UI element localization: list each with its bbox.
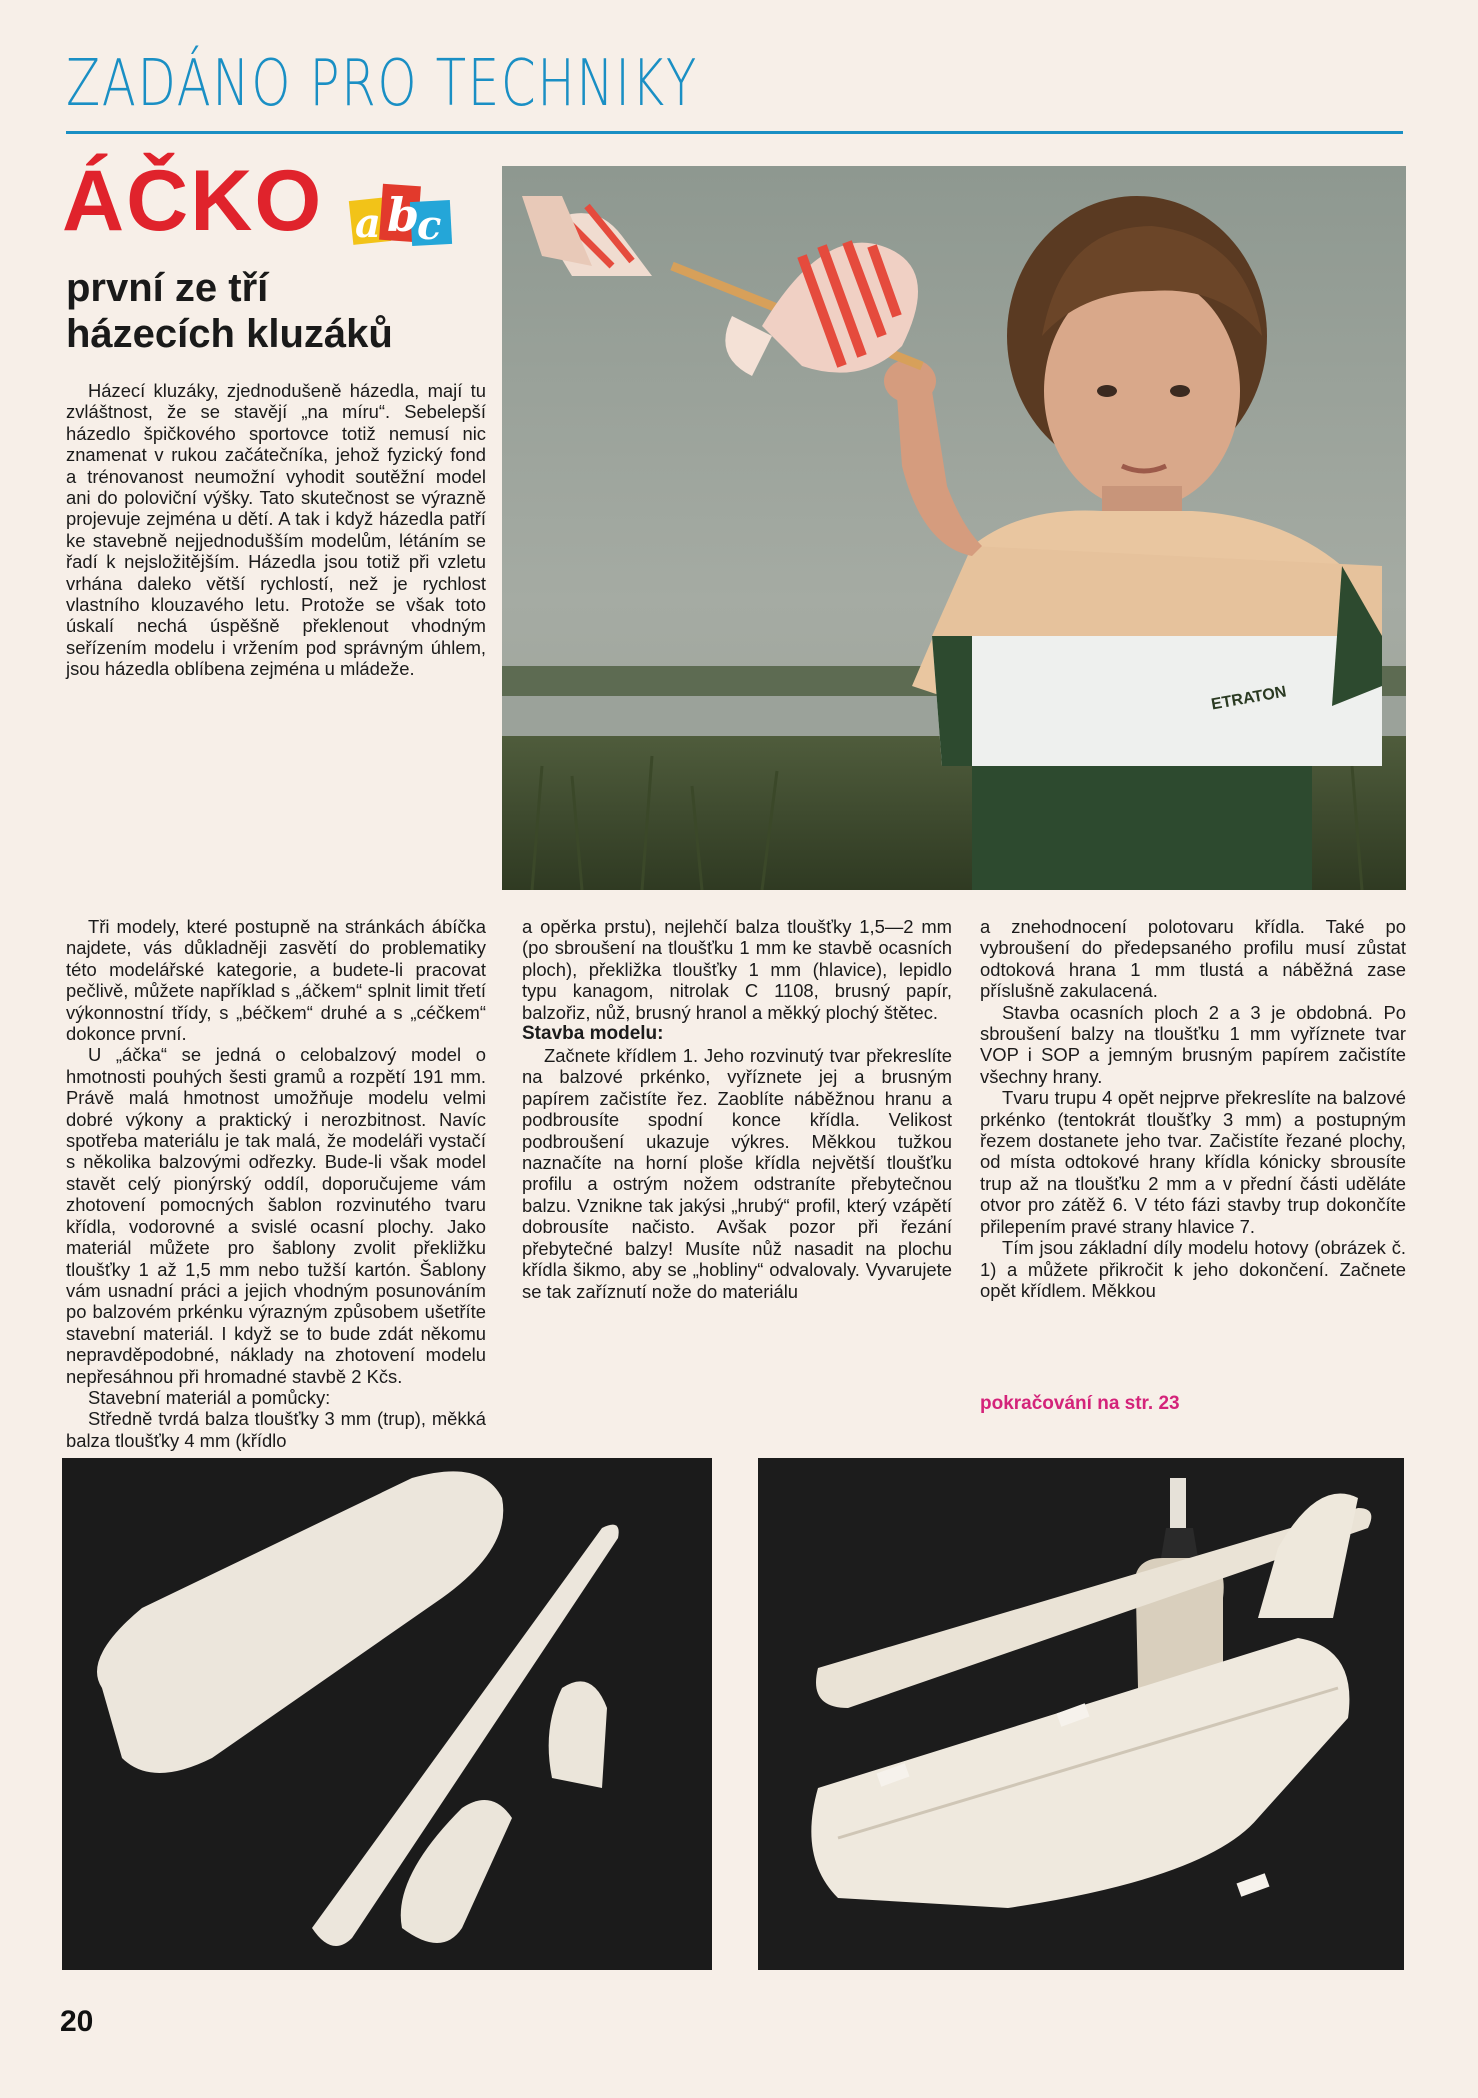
article-subtitle bbox=[66, 265, 486, 357]
title-rule bbox=[66, 131, 1403, 134]
column-1-lower bbox=[66, 916, 486, 1451]
section-heading: Stavba modelu: bbox=[522, 1023, 664, 1045]
abc-logo bbox=[347, 177, 457, 259]
subtitle-line-1: první ze tří bbox=[66, 266, 269, 310]
subtitle-line-2: házecích kluzáků bbox=[66, 312, 393, 356]
paragraph: a opěrka prstu), nejlehčí balza tloušťky 1,5—2 mm (po sbroušení na tloušťku 1 mm ke stavbě ocasních ploch), překližka tloušťky 1 mm (hlavice), lepidlo typu kanagom, nitrolak C 1108, brusný papír, balzořiz, nůž, brusný hranol a měkký plochý štětec. bbox=[522, 916, 952, 1023]
paragraph: Středně tvrdá balza tloušťky 3 mm (trup), měkká balza tloušťky 4 mm (křídlo bbox=[66, 1408, 486, 1451]
column-1-upper bbox=[66, 380, 486, 680]
paragraph: Začnete křídlem 1. Jeho rozvinutý tvar překreslíte na balzové prkénko, vyříznete jej a brusným papírem začistíte řez. Zaoblíte náběžnou hranu a podbrousíte spodní konce křídla. Velikost podbroušení ukazuje výkres. Měkkou tužkou naznačíte na horní ploše křídla největší tloušťku profilu a ostrým nožem odstraníte přebytečnou balzu. Vznikne tak jakýsi „hrubý“ profil, který vzápětí dobrousíte načisto. Avšak pozor při řezání přebytečné balzy! Musíte nůž nasadit na plochu křídla šikmo, aby se „hobliny“ odvalovaly. Vyvarujete se tak zaříznutí nože do materiálu bbox=[522, 1045, 952, 1302]
paragraph: Tím jsou základní díly modelu hotovy (obrázek č. 1) a můžete přikročit k jeho dokončení. Začnete opět křídlem. Měkkou bbox=[980, 1237, 1406, 1301]
paragraph: Stavba ocasních ploch 2 a 3 je obdobná. Po sbroušení balzy na tloušťku 1 mm vyříznete tvar VOP i SOP a jemným brusným papírem začistíte všechny hrany. bbox=[980, 1001, 1406, 1087]
boy-with-glider-photo bbox=[502, 166, 1406, 890]
svg-text:b: b bbox=[387, 188, 420, 242]
paragraph: Házecí kluzáky, zjednodušeně házedla, mají tu zvláštnost, že se stavějí „na míru“. Sebelepší házedlo špičkového sportovce totiž nemusí nic znamenat v rukou začátečníka, jehož fyzický fond a trénovanost neumožní vyhodit soutěžní model ani do poloviční výšky. Tato skutečnost se výrazně projevuje zejména u dětí. A tak i když házedla patří ke stavebně nejjednodušším modelům, létáním se řadí k nejsložitějším. Házedla jsou totiž při vzletu vrhána daleko větší rychlostí, než je rychlost vlastního klouzavého letu. Protože se však toto úskalí nechá úspěšně překlenout vhodným seřízením modelu i vržením pod správným úhlem, jsou házedla oblíbena zejména u mládeže. bbox=[66, 380, 486, 680]
paragraph: a znehodnocení polotovaru křídla. Také po vybroušení do předepsaného profilu musí zůstat odtoková hrana 1 mm tlustá a náběžná zase příslušně zakulacená. bbox=[980, 916, 1406, 1002]
svg-text:a: a bbox=[355, 200, 381, 247]
section-title: ZADÁNO PRO TECHNIKY bbox=[66, 47, 698, 121]
column-3 bbox=[980, 916, 1406, 1301]
paragraph: U „áčka“ se jedná o celobalzový model o hmotnosti pouhých šesti gramů a rozpětí 191 mm. Právě malá hmotnost umožňuje modelu velmi dobré výkony a praktický i nerozbitnost. Navíc spotřeba materiálu je tak malá, že modeláři vystačí s několika balzovými odřezky. Bude-li však model stavět celý pionýrský oddíl, doporučujeme vám zhotovení pomocných šablon rozvinutého tvaru křídla, vodorovné a svislé ocasní plochy. Jako materiál můžete pro šablony zvolit překližku tloušťky 1 až 1,5 mm nebo tužší kartón. Šablony vám usnadní práci a jejich vhodným posunováním po balzovém prkénku výrazným způsobem ušetříte stavební materiál. I když se to bude zdát někomu nepravděpodobné, náklady na zhotovení modelu nepřesáhnou při hromadné stavbě 2 Kčs. bbox=[66, 1044, 486, 1387]
paragraph: Tvaru trupu 4 opět nejprve překreslíte na balzové prkénko (tentokrát tloušťky 3 mm) a postupným řezem dostanete jeho tvar. Začistíte řezané plochy, od místa odtokové hrany křídla kónicky sbrousíte trup až na tloušťku 2 mm a v přední části uděláte otvor pro zátěž 6. V této fázi stavby trup dokončíte přilepením pravé strany hlavice 7. bbox=[980, 1087, 1406, 1237]
paragraph: Tři modely, které postupně na stránkách ábíčka najdete, vás důkladněji zasvětí do problematiky této modelářské kategorie, a budete-li pracovat pečlivě, můžete například s „áčkem“ splnit limit třetí výkonnostní třídy, s „béčkem“ druhé a s „céčkem“ dokonce první. bbox=[66, 916, 486, 1045]
svg-text:c: c bbox=[417, 202, 442, 249]
page-number: 20 bbox=[60, 2005, 94, 2038]
paragraph: Stavební materiál a pomůcky: bbox=[88, 1386, 331, 1408]
continued-note: pokračování na str. 23 bbox=[980, 1393, 1180, 1414]
balsa-parts-photo bbox=[62, 1458, 712, 1970]
column-2 bbox=[522, 916, 952, 1302]
shirt-print: ETRATON bbox=[1210, 683, 1288, 714]
article-title: ÁČKO bbox=[62, 153, 324, 249]
assembled-model-photo bbox=[758, 1458, 1404, 1970]
